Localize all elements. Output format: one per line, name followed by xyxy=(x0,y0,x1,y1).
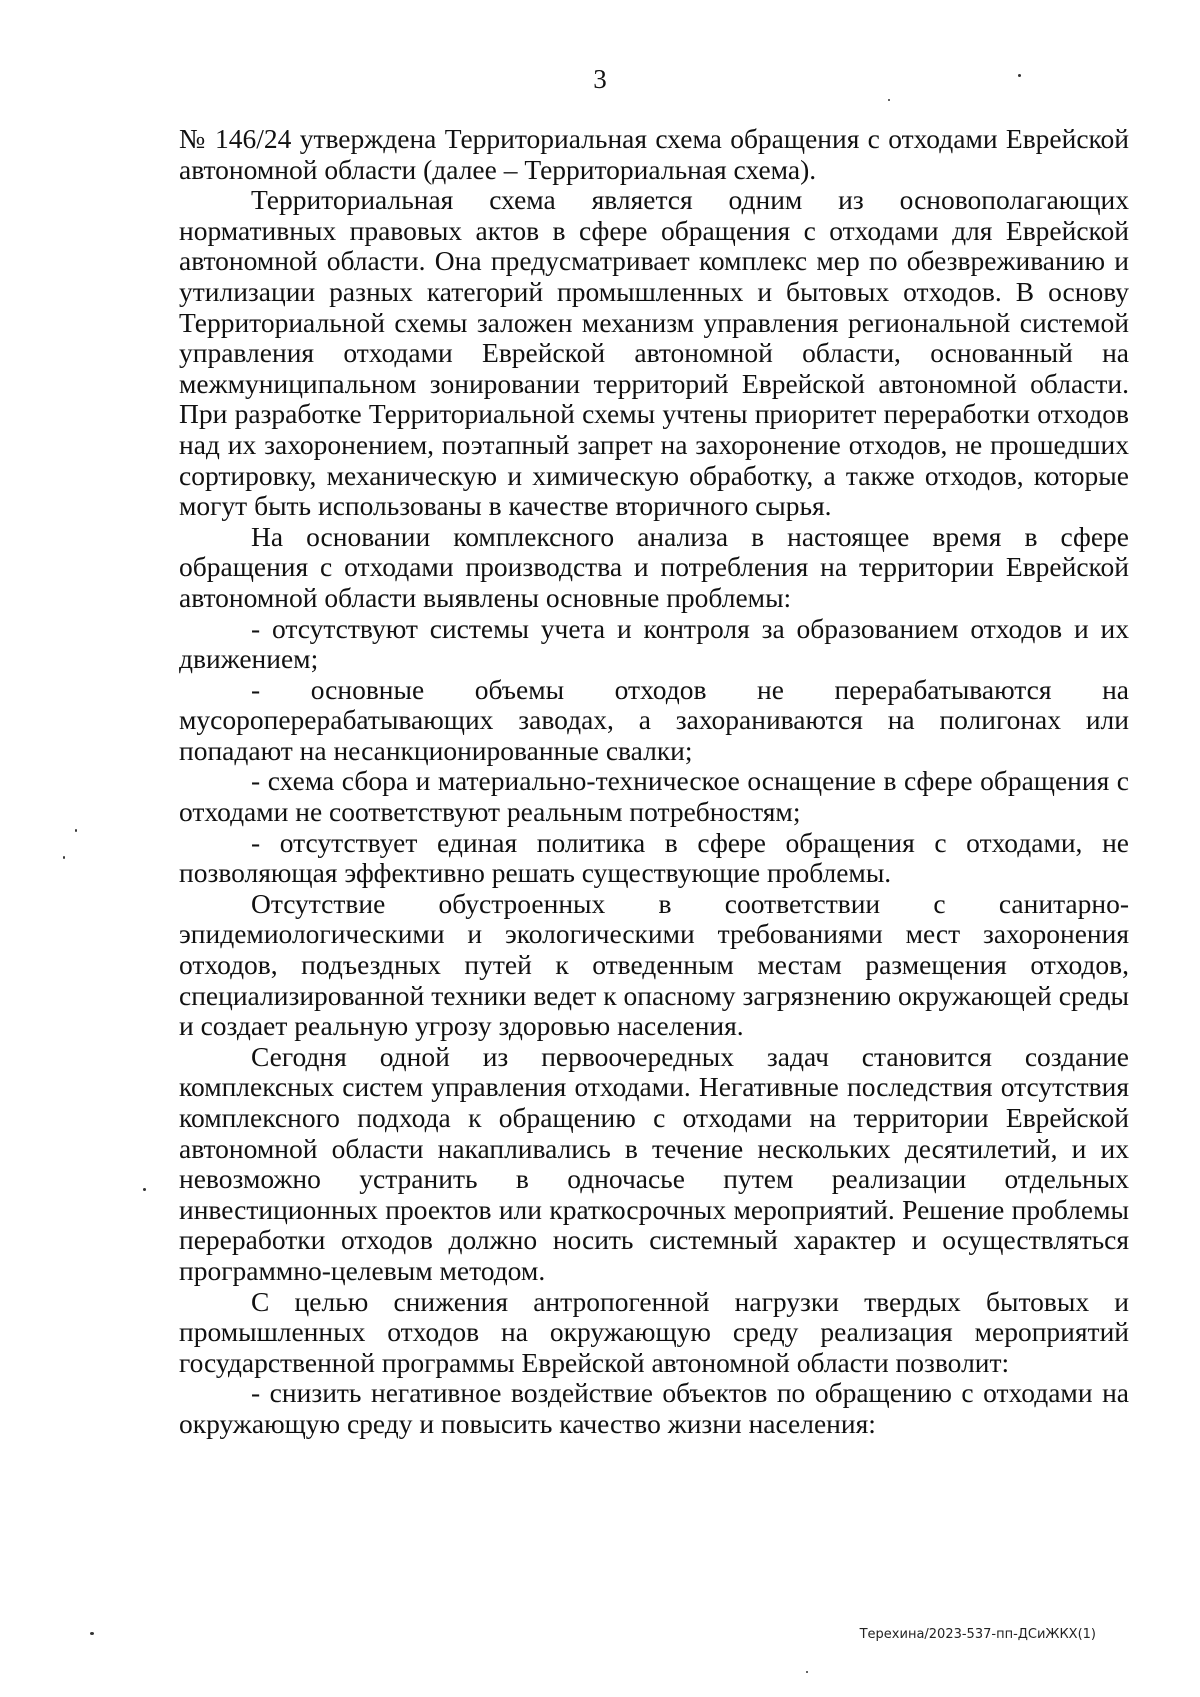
problem-item-collection-scheme: - схема сбора и материально-техническое оснащение в сфере обращения с отходами не соответствуют реальным потребностям; xyxy=(179,765,1129,828)
goal-item-reduce-impact: - снизить негативное воздействие объектов по обращению с отходами на окружающую среду и повысить качество жизни населения: xyxy=(179,1377,1129,1439)
scan-speck xyxy=(1018,74,1021,77)
paragraph-absence-of-facilities: Отсутствие обустроенных в соответствии с санитарно-эпидемиологическими и экологическими требованиями мест захоронения отходов, подъездных путей к отведенным местам размещения отходов, специализированной техники ведет к опасному загрязнению окружающей среды и создает реальную угрозу здоровью населения. xyxy=(179,887,1129,1042)
paragraph-program-goals: С целью снижения антропогенной нагрузки твердых бытовых и промышленных отходов на окружающую среду реализация мероприятий государственной программы Еврейской автономной области позволит: xyxy=(179,1285,1129,1378)
problem-item-policy: - отсутствует единая политика в сфере обращения с отходами, не позволяющая эффективно решать существующие проблемы. xyxy=(179,826,1129,889)
paragraph-priority-tasks: Сегодня одной из первоочередных задач становится создание комплексных систем управления отходами. Негативные последствия отсутствия комплексного подхода к обращению с отходами на территории Еврейской автономной области накапливались в течение нескольких десятилетий, и их невозможно устранить в одночасье путем реализации отдельных инвестиционных проектов или краткосрочных мероприятий. Решение проблемы переработки отходов должно носить системный характер и осуществляться программно-целевым методом. xyxy=(179,1040,1129,1286)
scan-speck xyxy=(63,856,65,859)
paragraph-analysis-intro: На основании комплексного анализа в настоящее время в сфере обращения с отходами производства и потребления на территории Еврейской автономной области выявлены основные проблемы: xyxy=(179,520,1129,613)
scan-speck xyxy=(806,1671,808,1673)
scan-speck xyxy=(75,829,77,832)
paragraph-territorial-scheme: Территориальная схема является одним из основополагающих нормативных правовых актов в сфере обращения с отходами для Еврейской автономной области. Она предусматривает комплекс мер по обезвреживанию и утилизации разных категорий промышленных и бытовых отходов. В основу Территориальной схемы заложен механизм управления региональной системой управления отходами Еврейской автономной области, основанный на межмуниципальном зонировании территорий Еврейской автономной области. При разработке Территориальной схемы учтены приоритет переработки отходов над их захоронением, поэтапный запрет на захоронение отходов, не прошедших сортировку, механическую и химическую обработку, а также отходов, которые могут быть использованы в качестве вторичного сырья. xyxy=(179,184,1129,522)
scan-speck xyxy=(888,99,890,101)
scan-speck xyxy=(90,1632,94,1635)
problem-item-processing: - основные объемы отходов не перерабатываются на мусороперерабатывающих заводах, а захораниваются на полигонах или попадают на несанкционированные свалки; xyxy=(179,673,1129,766)
paragraph-approval: № 146/24 утверждена Территориальная схема обращения с отходами Еврейской автономной области (далее – Территориальная схема). xyxy=(179,123,1129,185)
page-number: 3 xyxy=(593,64,607,94)
document-reference-code: Терехина/2023-537-пп-ДСиЖКХ(1) xyxy=(859,1627,1096,1642)
problem-item-accounting: - отсутствуют системы учета и контроля за образованием отходов и их движением; xyxy=(179,612,1129,675)
scan-speck xyxy=(143,1188,146,1191)
document-body xyxy=(179,124,1129,1440)
